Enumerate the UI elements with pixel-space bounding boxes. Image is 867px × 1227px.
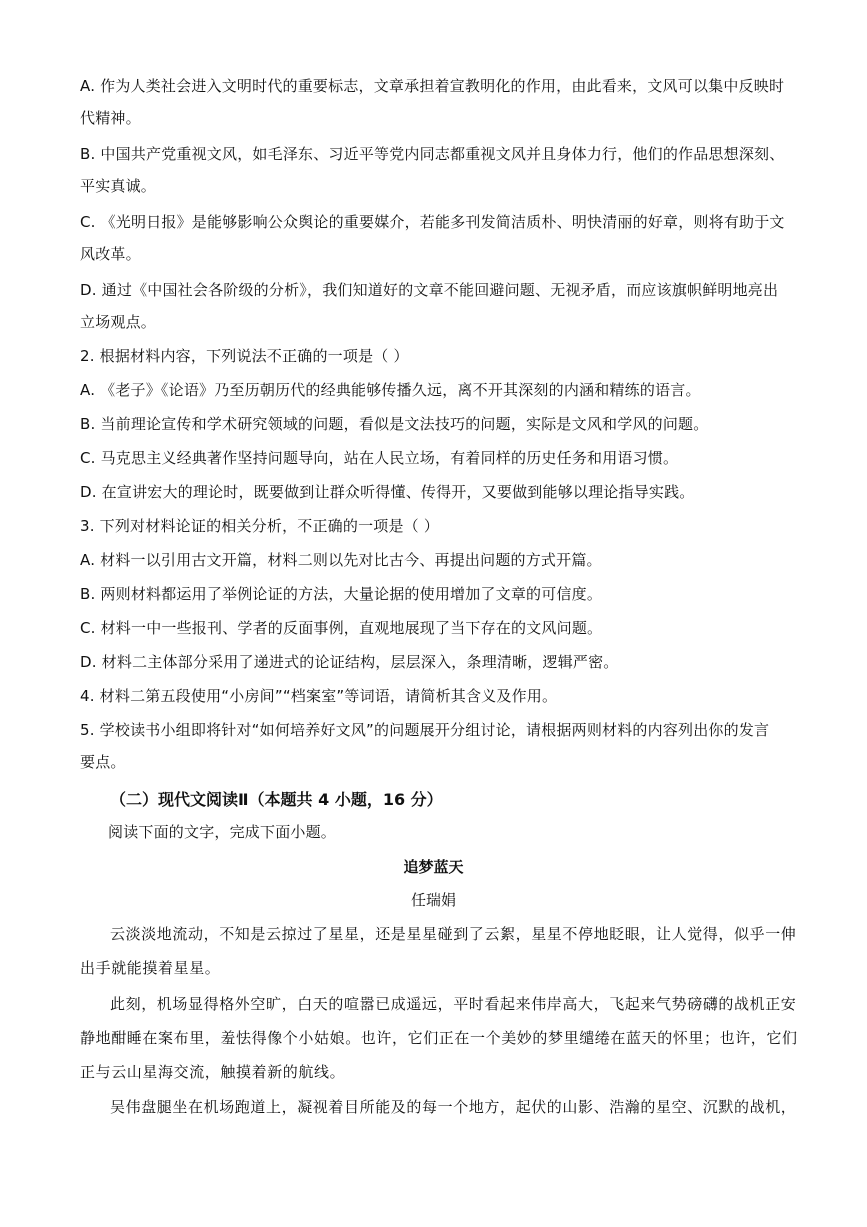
q1-option-d-line2: 立场观点。 — [80, 313, 157, 331]
question-2-stem: 2. 根据材料内容，下列说法不正确的一项是（ ） — [80, 347, 409, 365]
q1-option-b-line1: B. 中国共产党重视文风，如毛泽东、习近平等党内同志都重视文风并且身体力行，他们的作品思想深刻、 — [80, 145, 785, 163]
story-p3-line1: 吴伟盘腿坐在机场跑道上，凝视着目所能及的每一个地方，起伏的山影、浩瀚的星空、沉默的战机， — [110, 1098, 797, 1116]
q1-option-d-line1: D. 通过《中国社会各阶级的分析》，我们知道好的文章不能回避问题、无视矛盾，而应该旗帜鲜明地亮出 — [80, 281, 779, 299]
section-heading: （二）现代文阅读Ⅱ（本题共 4 小题，16 分） — [110, 790, 443, 809]
q2-option-a: A. 《老子》《论语》乃至历朝历代的经典能够传播久远，离不开其深刻的内涵和精练的语言。 — [80, 381, 701, 399]
q1-option-c-line1: C. 《光明日报》是能够影响公众舆论的重要媒介，若能多刊发简洁质朴、明快清丽的好章，则将有助于文 — [80, 213, 785, 231]
q1-option-b-line2: 平实真诚。 — [80, 177, 157, 195]
q1-option-c-line2: 风改革。 — [80, 245, 141, 263]
story-title: 追梦蓝天 — [403, 858, 464, 876]
q3-option-c: C. 材料一中一些报刊、学者的反面事例，直观地展现了当下存在的文风问题。 — [80, 619, 603, 637]
reading-instruction: 阅读下面的文字，完成下面小题。 — [108, 823, 337, 841]
q3-option-b: B. 两则材料都运用了举例论证的方法，大量论据的使用增加了文章的可信度。 — [80, 585, 603, 603]
question-5-line1: 5. 学校读书小组即将针对“如何培养好文风”的问题展开分组讨论，请根据两则材料的内容列出你的发言 — [80, 721, 770, 739]
story-p2-line1: 此刻，机场显得格外空旷，白天的喧嚣已成遥远，平时看起来伟岸高大，飞起来气势磅礴的战机正安 — [110, 995, 797, 1013]
question-3-stem: 3. 下列对材料论证的相关分析，不正确的一项是（ ） — [80, 517, 440, 535]
story-p1-line1: 云淡淡地流动，不知是云掠过了星星，还是星星碰到了云絮，星星不停地眨眼，让人觉得，似乎一伸 — [110, 925, 797, 943]
q1-option-a-line1: A. 作为人类社会进入文明时代的重要标志，文章承担着宣教明化的作用，由此看来，文风可以集中反映时 — [80, 77, 785, 95]
story-author: 任瑞娟 — [410, 891, 456, 909]
story-p1-line2: 出手就能摸着星星。 — [80, 959, 221, 977]
story-p2-line3: 正与云山星海交流，触摸着新的航线。 — [80, 1063, 346, 1081]
q3-option-d: D. 材料二主体部分采用了递进式的论证结构，层层深入，条理清晰，逻辑严密。 — [80, 653, 619, 671]
q3-option-a: A. 材料一以引用古文开篇，材料二则以先对比古今、再提出问题的方式开篇。 — [80, 551, 602, 569]
question-5-line2: 要点。 — [80, 753, 126, 771]
story-p2-line2: 静地酣睡在案布里，羞怯得像个小姑娘。也许，它们正在一个美妙的梦里缱绻在蓝天的怀里；也许，它们 — [80, 1029, 798, 1047]
q2-option-d: D. 在宣讲宏大的理论时，既要做到让群众听得懂、传得开，又要做到能够以理论指导实践。 — [80, 483, 695, 501]
question-4: 4. 材料二第五段使用“小房间”“档案室”等词语，请简析其含义及作用。 — [80, 687, 558, 705]
q1-option-a-line2: 代精神。 — [80, 109, 141, 127]
q2-option-c: C. 马克思主义经典著作坚持问题导向，站在人民立场，有着同样的历史任务和用语习惯。 — [80, 449, 679, 467]
q2-option-b: B. 当前理论宣传和学术研究领域的问题，看似是文法技巧的问题，实际是文风和学风的问题。 — [80, 415, 709, 433]
